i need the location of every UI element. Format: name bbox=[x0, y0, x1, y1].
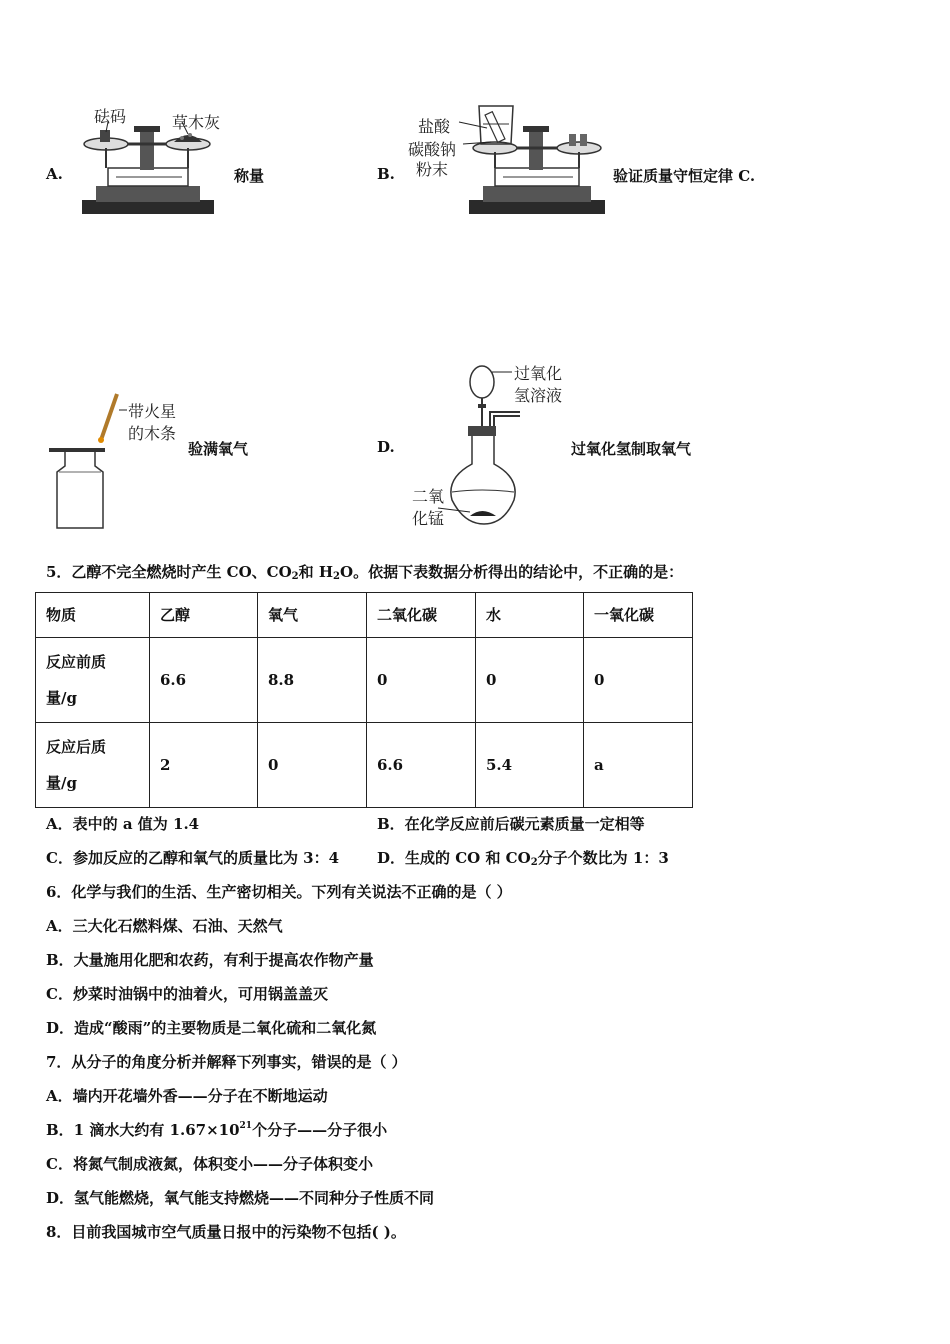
caption-weighing: 称量 bbox=[234, 167, 265, 185]
q7-option-b bbox=[46, 1119, 387, 1140]
table-row-label bbox=[36, 638, 150, 723]
q7-option-b-exponent: 21 bbox=[239, 1121, 253, 1131]
q8-stem: 8．目前我国城市空气质量日报中的污染物不包括( )。 bbox=[46, 1223, 406, 1241]
q7-stem: 7．从分子的角度分析并解释下列事实，错误的是（ ） bbox=[46, 1053, 407, 1071]
q5-option-a: A．表中的 a 值为 1.4 bbox=[46, 815, 200, 833]
row-label-line2: 量/g bbox=[46, 689, 77, 707]
hydrogen-peroxide-label-line2: 氢溶液 bbox=[514, 386, 563, 405]
table-header-cell: 物质 bbox=[36, 593, 150, 638]
q6-option-b: B．大量施用化肥和农药，有利于提高农作物产量 bbox=[46, 951, 374, 969]
manganese-dioxide-label-line1: 二氧 bbox=[412, 487, 445, 506]
sodium-carbonate-label-line2: 粉末 bbox=[416, 160, 449, 179]
hydrogen-peroxide-label-line1: 过氧化 bbox=[514, 364, 563, 383]
table-cell: a bbox=[584, 723, 693, 808]
weight-label: 砝码 bbox=[94, 107, 127, 126]
q5-stem-part3: O。依据下表数据分析得出的结论中，不正确的是： bbox=[340, 563, 684, 581]
row-label-line1: 反应前质 bbox=[46, 653, 107, 671]
q5-stem-sub1: 2 bbox=[291, 571, 299, 582]
q7-option-b-part1: B．1 滴水大约有 1.67×10 bbox=[46, 1121, 240, 1139]
q6-option-a: A．三大化石燃料煤、石油、天然气 bbox=[46, 917, 283, 935]
oxygen-test-illustration bbox=[45, 390, 135, 532]
q5-stem-part2: 和 H bbox=[298, 563, 334, 581]
row-label-line2: 量/g bbox=[46, 774, 77, 792]
table-row bbox=[36, 638, 693, 723]
q5-option-d-part2: 分子个数比为 1：3 bbox=[537, 849, 669, 867]
q7-option-a: A．墙内开花墙外香——分子在不断地运动 bbox=[46, 1087, 328, 1105]
glowing-splint-label-line2: 的木条 bbox=[128, 424, 177, 443]
table-cell: 0 bbox=[584, 638, 693, 723]
q5-option-b: B．在化学反应前后碳元素质量一定相等 bbox=[377, 815, 645, 833]
q6-option-c: C．炒菜时油锅中的油着火，可用锅盖盖灭 bbox=[46, 985, 328, 1003]
q5-option-d-part1: D．生成的 CO 和 CO bbox=[377, 849, 531, 867]
manganese-dioxide-label-line2: 化锰 bbox=[412, 509, 445, 528]
table-cell: 6.6 bbox=[367, 723, 476, 808]
caption-peroxide-oxygen-prep: 过氧化氢制取氧气 bbox=[571, 440, 692, 458]
option-b-label: B. bbox=[377, 165, 395, 183]
table-header-cell: 氧气 bbox=[258, 593, 367, 638]
q5-stem bbox=[46, 561, 683, 582]
table-header-cell: 水 bbox=[476, 593, 584, 638]
glowing-splint-label-line1: 带火星 bbox=[128, 402, 177, 421]
hydrochloric-acid-label: 盐酸 bbox=[418, 117, 451, 136]
table-cell: 0 bbox=[258, 723, 367, 808]
row-label-line1: 反应后质 bbox=[46, 738, 107, 756]
caption-verify-mass-conservation: 验证质量守恒定律 C. bbox=[613, 167, 756, 185]
table-cell: 6.6 bbox=[150, 638, 258, 723]
q6-option-d: D．造成“酸雨”的主要物质是二氧化硫和二氧化氮 bbox=[46, 1019, 377, 1037]
table-cell: 2 bbox=[150, 723, 258, 808]
table-cell: 0 bbox=[476, 638, 584, 723]
balance-scale-b-illustration bbox=[465, 100, 615, 220]
table-header-cell: 一氧化碳 bbox=[584, 593, 693, 638]
table-cell: 0 bbox=[367, 638, 476, 723]
table-header-cell: 二氧化碳 bbox=[367, 593, 476, 638]
sodium-carbonate-label-line1: 碳酸钠 bbox=[408, 140, 457, 159]
plant-ash-label: 草木灰 bbox=[172, 113, 221, 132]
table-header-row bbox=[36, 593, 693, 638]
table-cell: 8.8 bbox=[258, 638, 367, 723]
q5-data-table bbox=[35, 592, 693, 808]
table-row bbox=[36, 723, 693, 808]
q7-option-c: C．将氮气制成液氮，体积变小——分子体积变小 bbox=[46, 1155, 373, 1173]
q5-stem-part1: 5．乙醇不完全燃烧时产生 CO、CO bbox=[46, 563, 292, 581]
q5-option-d bbox=[377, 847, 669, 868]
q7-option-b-part2: 个分子——分子很小 bbox=[252, 1121, 388, 1139]
option-a-label: A. bbox=[46, 165, 63, 183]
table-row-label bbox=[36, 723, 150, 808]
table-cell: 5.4 bbox=[476, 723, 584, 808]
q5-stem-sub2: 2 bbox=[333, 571, 341, 582]
q6-stem: 6．化学与我们的生活、生产密切相关。下列有关说法不正确的是（ ） bbox=[46, 883, 512, 901]
table-header-cell: 乙醇 bbox=[150, 593, 258, 638]
caption-oxygen-full-test: 验满氧气 bbox=[188, 440, 249, 458]
option-d-label: D. bbox=[377, 438, 395, 456]
q5-option-d-sub: 2 bbox=[530, 857, 538, 868]
q7-option-d: D．氢气能燃烧，氧气能支持燃烧——不同种分子性质不同 bbox=[46, 1189, 435, 1207]
q5-option-c: C．参加反应的乙醇和氧气的质量比为 3：4 bbox=[46, 849, 340, 867]
